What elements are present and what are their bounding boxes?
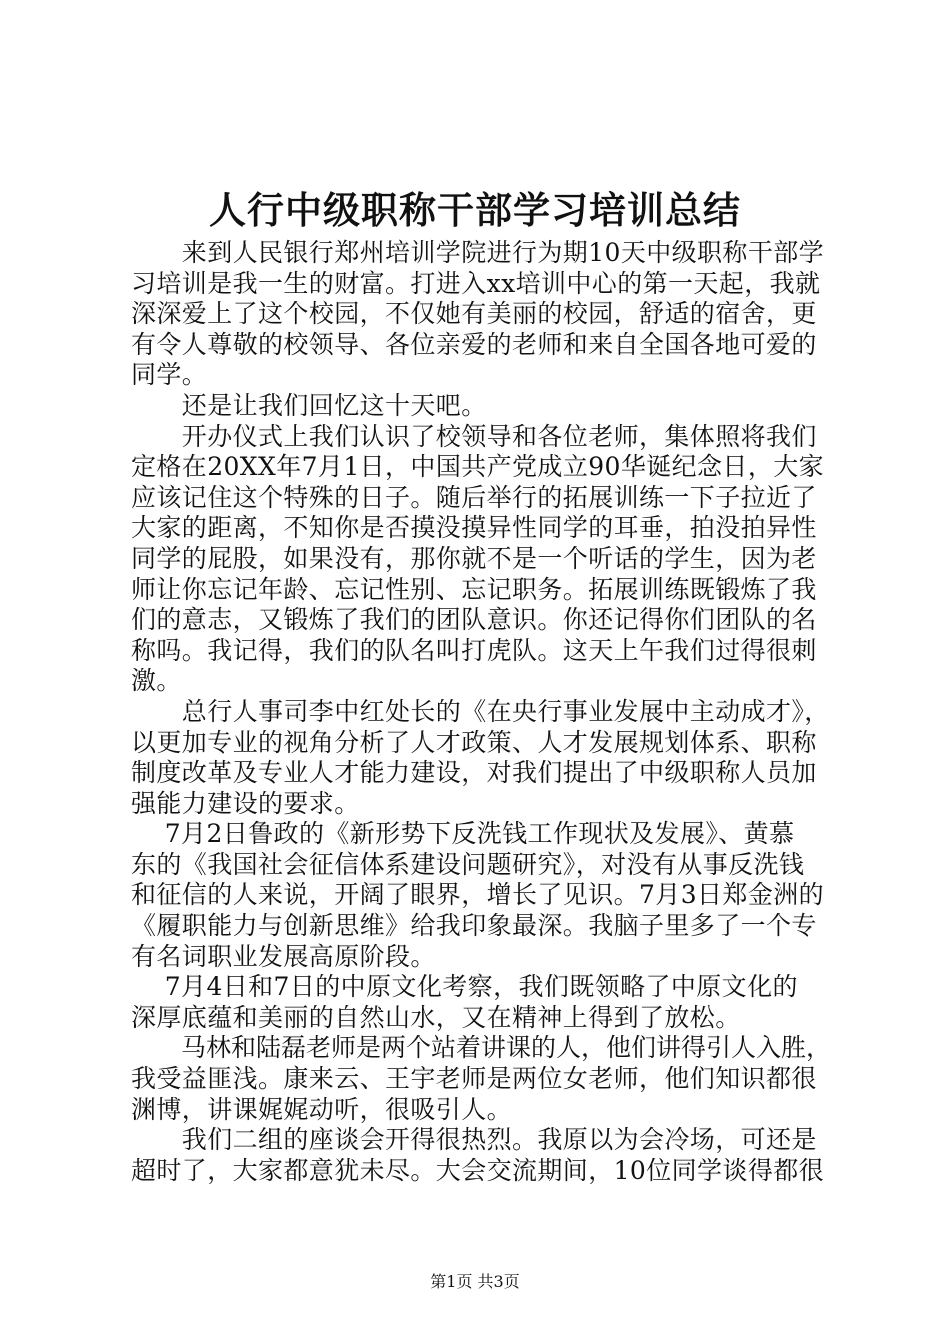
- text-line: 和征信的人来说，开阔了眼界，增长了见识。7月3日郑金洲的: [131, 880, 825, 910]
- text-line: 定格在20XX年7月1日，中国共产党成立90华诞纪念日，大家: [131, 452, 825, 482]
- text-line: 来到人民银行郑州培训学院进行为期10天中级职称干部学: [131, 238, 825, 267]
- text-line: 以更加专业的视角分析了人才政策、人才发展规划体系、职称: [131, 727, 817, 757]
- text-line: 深厚底蕴和美丽的自然山水，又在精神上得到了放松。: [131, 1002, 741, 1032]
- text-line: 习培训是我一生的财富。打进入xx培训中心的第一天起，我就: [131, 268, 821, 298]
- text-line: 同学的屁股，如果没有，那你就不是一个听话的学生，因为老: [131, 543, 817, 573]
- text-line: 同学。: [131, 360, 208, 390]
- text-line: 还是让我们回忆这十天吧。: [131, 390, 487, 420]
- text-line: 《履职能力与创新思维》给我印象最深。我脑子里多了一个专: [131, 911, 817, 941]
- text-line: 我们二组的座谈会开得很热烈。我原以为会冷场，可还是: [131, 1125, 817, 1155]
- text-line: 有令人尊敬的校领导、各位亲爱的老师和来自全国各地可爱的: [131, 329, 817, 359]
- text-line: 称吗。我记得，我们的队名叫打虎队。这天上午我们过得很刺: [131, 635, 817, 665]
- text-line: 我受益匪浅。康来云、王宇老师是两位女老师，他们知识都很: [131, 1064, 817, 1094]
- text-line: 7月4日和7日的中原文化考察，我们既领略了中原文化的: [131, 972, 798, 1002]
- text-line: 7月2日鲁政的《新形势下反洗钱工作现状及发展》、黄慕: [131, 819, 795, 849]
- text-line: 马林和陆磊老师是两个站着讲课的人，他们讲得引人入胜，: [131, 1033, 832, 1063]
- text-line: 师让你忘记年龄、忘记性别、忘记职务。拓展训练既锻炼了我: [131, 574, 817, 604]
- text-line: 制度改革及专业人才能力建设，对我们提出了中级职称人员加: [131, 758, 817, 788]
- document-body: [131, 238, 831, 1186]
- document-title: 人行中级职称干部学习培训总结: [209, 188, 741, 232]
- text-line: 们的意志，又锻炼了我们的团队意识。你还记得你们团队的名: [131, 605, 817, 635]
- text-line: 强能力建设的要求。: [131, 788, 360, 818]
- text-line: 渊博，讲课娓娓动听，很吸引人。: [131, 1094, 513, 1124]
- text-line: 大家的距离，不知你是否摸没摸异性同学的耳垂，拍没拍异性: [131, 513, 817, 543]
- text-line: 有名词职业发展高原阶段。: [131, 941, 436, 971]
- page-footer: 第1页 共3页: [430, 1272, 520, 1291]
- text-line: 开办仪式上我们认识了校领导和各位老师，集体照将我们: [131, 421, 817, 451]
- text-line: 东的《我国社会征信体系建设问题研究》，对没有从事反洗钱: [131, 849, 805, 879]
- text-line: 激。: [131, 666, 182, 696]
- text-line: 深深爱上了这个校园，不仅她有美丽的校园，舒适的宿舍，更: [131, 299, 817, 329]
- text-line: 总行人事司李中红处长的《在央行事业发展中主动成才》，: [131, 696, 830, 726]
- text-line: 超时了，大家都意犹未尽。大会交流期间，10位同学谈得都很: [131, 1155, 825, 1185]
- text-line: 应该记住这个特殊的日子。随后举行的拓展训练一下子拉近了: [131, 482, 817, 512]
